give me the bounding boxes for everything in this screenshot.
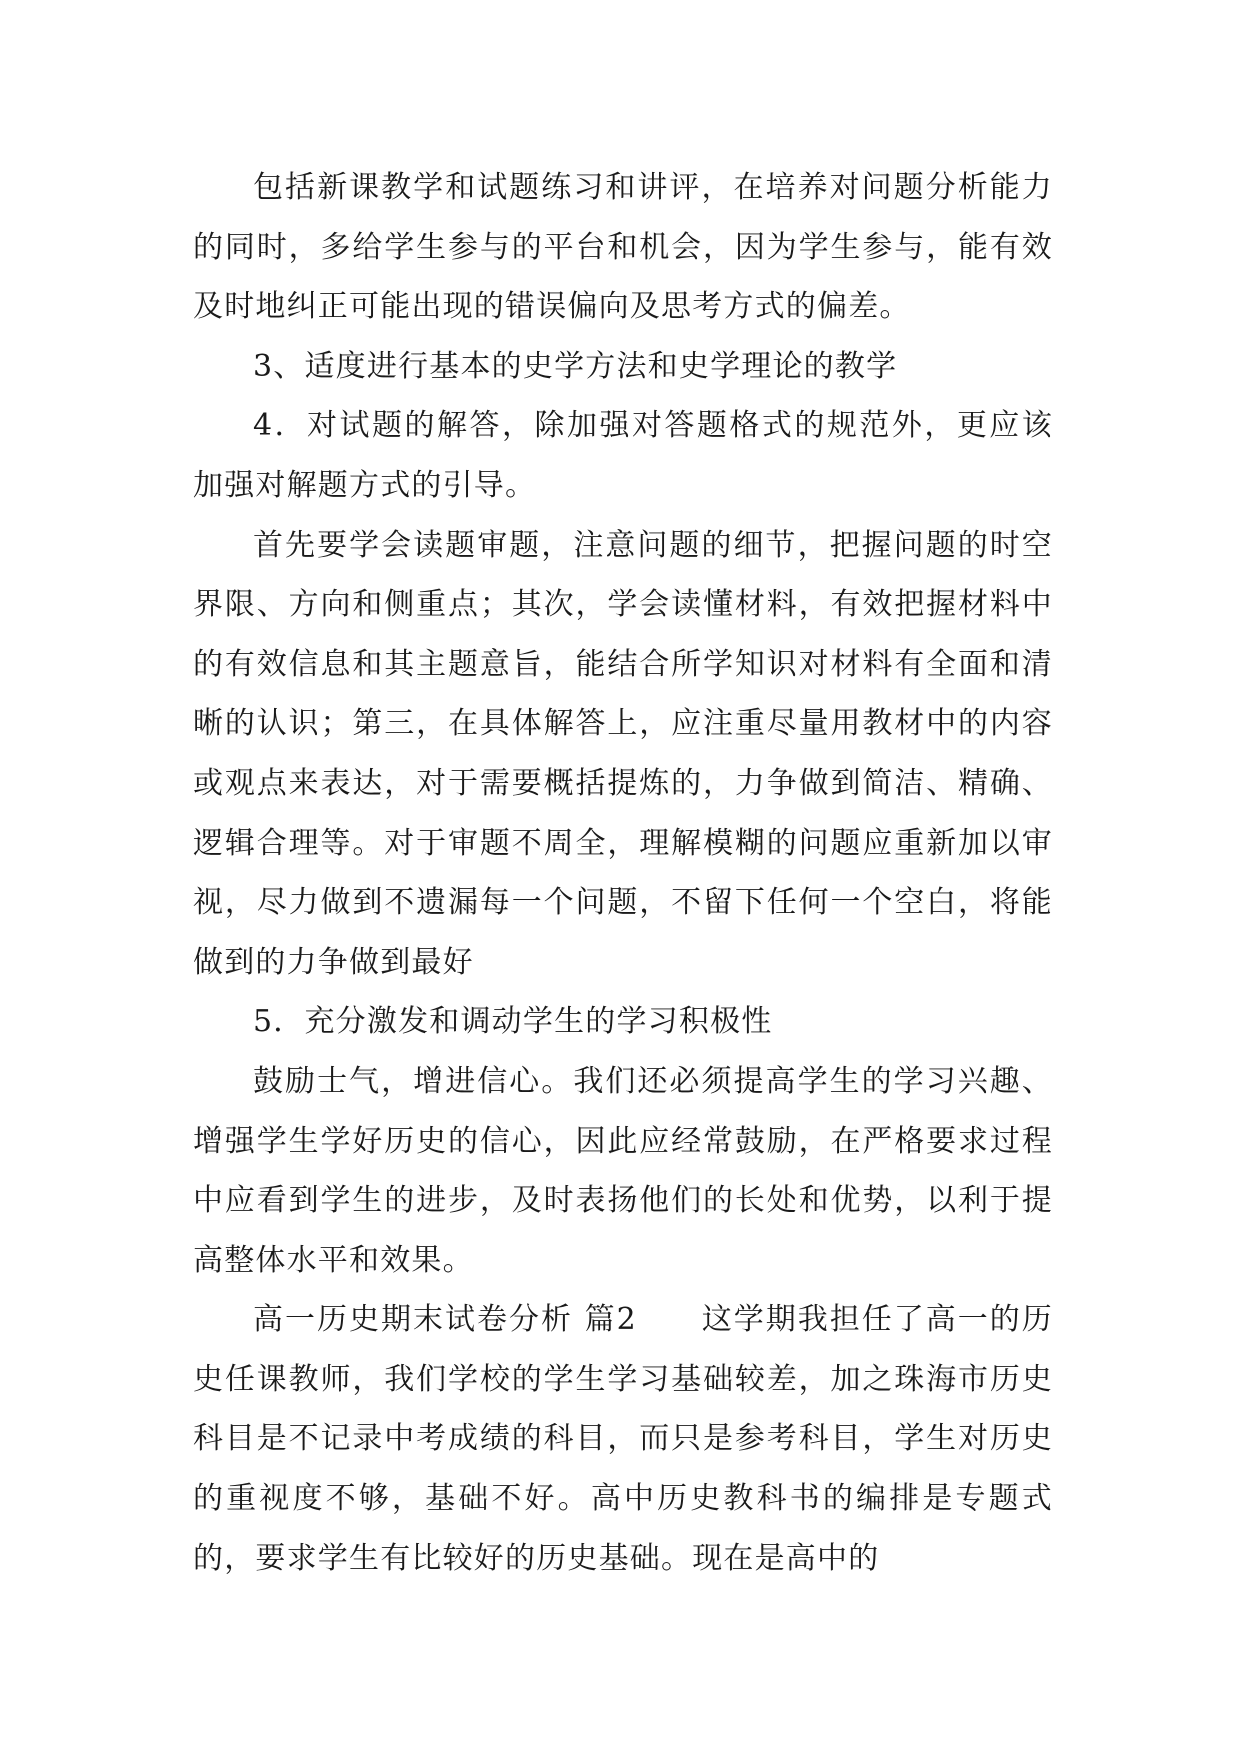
paragraph-answer-method: 首先要学会读题审题，注意问题的细节，把握问题的时空界限、方向和侧重点；其次，学会读懂材料，有效把握材料中的有效信息和其主题意旨，能结合所学知识对材料有全面和清晰的认识；第三，在具体解答上，应注重尽量用教材中的内容或观点来表达，对于需要概括提炼的，力争做到简洁、精确、逻辑合理等。对于审题不周全，理解模糊的问题应重新加以审视，尽力做到不遗漏每一个问题，不留下任何一个空白，将能做到的力争做到最好 xyxy=(193,527,1053,980)
paragraph-point-5: 5．充分激发和调动学生的学习积极性 xyxy=(253,1004,773,1040)
body-text xyxy=(193,158,1053,1588)
paragraph-encouragement: 鼓励士气，增进信心。我们还必须提高学生的学习兴趣、增强学生学好历史的信心，因此应经常鼓励，在严格要求过程中应看到学生的进步，及时表扬他们的长处和优势，以利于提高整体水平和效果。 xyxy=(193,1063,1053,1278)
paragraph-point-4: 4．对试题的解答，除加强对答题格式的规范外，更应该加强对解题方式的引导。 xyxy=(193,408,1053,503)
paragraph-teaching-practice: 包括新课教学和试题练习和讲评，在培养对问题分析能力的同时，多给学生参与的平台和机会，因为学生参与，能有效及时地纠正可能出现的错误偏向及思考方式的偏差。 xyxy=(193,170,1053,325)
paragraph-section-2-intro: 高一历史期末试卷分析 篇2 这学期我担任了高一的历史任课教师，我们学校的学生学习基础较差，加之珠海市历史科目是不记录中考成绩的科目，而只是参考科目，学生对历史的重视度不够，基础不好。高中历史教科书的编排是专题式的，要求学生有比较好的历史基础。现在是高中的 xyxy=(193,1302,1053,1576)
paragraph-point-3: 3、适度进行基本的史学方法和史学理论的教学 xyxy=(253,348,898,384)
